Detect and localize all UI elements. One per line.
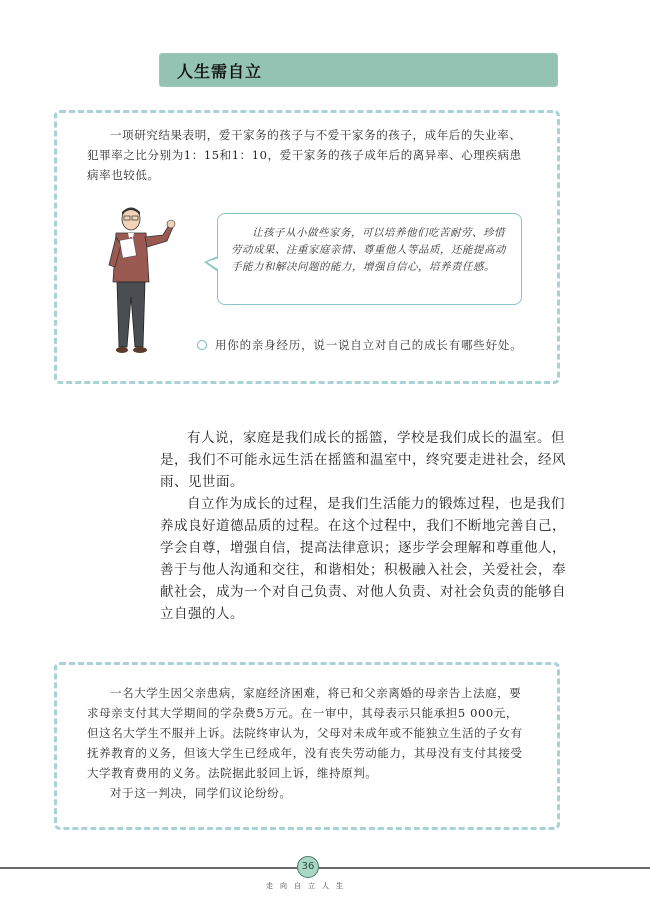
research-intro-text: 一项研究结果表明，爱干家务的孩子与不爱干家务的孩子，成年后的失业率、犯罪率之比分别为1：15和1：10，爱干家务的孩子成年后的离异率、心理疾病患病率也较低。: [87, 128, 522, 182]
footer-book-title: 走向自立人生: [266, 882, 350, 890]
body-paragraph-1: 有人说，家庭是我们成长的摇篮，学校是我们成长的温室。但是，我们不可能永远生活在摇篮和温室中，终究要走进社会，经风雨、见世面。: [160, 430, 566, 490]
section-title-bar: [160, 54, 557, 86]
case-paragraph-2: 对于这一判决，同学们议论纷纷。: [110, 786, 292, 800]
section-title: 人生需自立: [177, 62, 263, 81]
case-study-box: [54, 662, 560, 830]
page-number-badge: 36: [297, 856, 319, 878]
case-paragraph-1: 一名大学生因父亲患病，家庭经济困难，将已和父亲离婚的母亲告上法庭，要求母亲支付其大学期间的学杂费5万元。在一审中，其母表示只能承担5 000元，但这名大学生不服并上诉。法院终审认为，父母对未成年或不能独立生活的子女有抚养教育的义务，但该大学生已经成年，没有丧失劳动能力，其母没有支付其接受大学教育费用的义务。法院据此驳回上诉，维持原判。: [87, 686, 523, 780]
speech-bubble: [217, 213, 522, 305]
question-circle-icon: [197, 340, 207, 350]
speech-text: 让孩子从小做些家务，可以培养他们吃苦耐劳、珍惜劳动成果、注重家庭亲情、尊重他人等品质，还能提高动手能力和解决问题的能力，增强自信心，培养责任感。: [231, 227, 506, 273]
body-paragraph-2: 自立作为成长的过程，是我们生活能力的锻炼过程，也是我们养成良好道德品质的过程。在这个过程中，我们不断地完善自己，学会自尊，增强自信，提高法律意识；逐步学会理解和尊重他人，善于与他人沟通和交往，和谐相处；积极融入社会，关爱社会，奉献社会，成为一个对自己负责、对他人负责、对社会负责的能够自立自强的人。: [160, 496, 566, 622]
main-body-text: [160, 427, 570, 625]
footer-divider: [0, 867, 650, 869]
teacher-illustration: [83, 207, 183, 362]
research-box: [54, 110, 560, 384]
teacher-figure-icon: [83, 207, 183, 362]
discussion-question: [197, 335, 537, 355]
case-study-text: [87, 683, 527, 803]
question-text: 用你的亲身经历，说一说自立对自己的成长有哪些好处。: [215, 338, 523, 352]
